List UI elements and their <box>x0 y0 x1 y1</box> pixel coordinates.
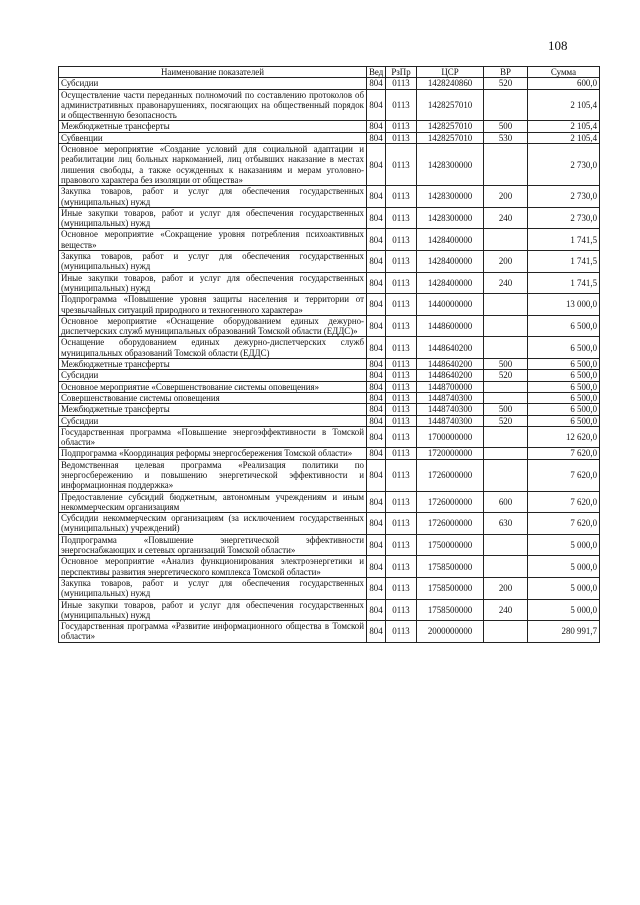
row-ved: 804 <box>367 381 386 392</box>
row-name: Закупка товаров, работ и услуг для обеспечения государственных (муниципальных) нужд <box>59 577 367 599</box>
row-rzpr: 0113 <box>386 426 417 448</box>
row-vr <box>484 144 528 186</box>
row-sum: 13 000,0 <box>528 294 600 316</box>
row-csr: 1726000000 <box>417 491 484 513</box>
row-ved: 804 <box>367 132 386 143</box>
row-sum: 1 741,5 <box>528 251 600 273</box>
row-rzpr: 0113 <box>386 534 417 556</box>
row-vr: 630 <box>484 513 528 535</box>
row-vr <box>484 392 528 403</box>
row-sum: 2 105,4 <box>528 89 600 121</box>
row-vr <box>484 448 528 459</box>
row-vr: 520 <box>484 415 528 426</box>
row-csr: 1448640200 <box>417 337 484 359</box>
row-ved: 804 <box>367 121 386 132</box>
table-row <box>59 426 600 448</box>
row-rzpr: 0113 <box>386 459 417 491</box>
row-vr: 500 <box>484 404 528 415</box>
row-csr: 1448640200 <box>417 370 484 381</box>
row-sum: 5 000,0 <box>528 556 600 578</box>
row-vr <box>484 294 528 316</box>
row-rzpr: 0113 <box>386 556 417 578</box>
table-row <box>59 513 600 535</box>
row-sum: 2 730,0 <box>528 144 600 186</box>
row-name: Основное мероприятие «Анализ функционирования электроэнергетики и перспективы развития энергетического комплекса Томской области» <box>59 556 367 578</box>
row-rzpr: 0113 <box>386 78 417 89</box>
row-csr: 1700000000 <box>417 426 484 448</box>
page-number: 108 <box>548 38 568 53</box>
row-csr: 1428257010 <box>417 121 484 132</box>
row-vr: 200 <box>484 577 528 599</box>
row-name: Основное мероприятие «Оснащение оборудованием единых дежурно-диспетчерских служб муниципальных образований Томской области (ЕДДС)» <box>59 315 367 337</box>
table-row <box>59 370 600 381</box>
row-sum: 6 500,0 <box>528 370 600 381</box>
table-row <box>59 359 600 370</box>
row-csr: 1758500000 <box>417 577 484 599</box>
row-vr <box>484 534 528 556</box>
row-ved: 804 <box>367 89 386 121</box>
row-csr: 1440000000 <box>417 294 484 316</box>
row-name: Совершенствование системы оповещения <box>59 392 367 403</box>
header-sum: Сумма <box>528 67 600 78</box>
row-name: Государственная программа «Развитие информационного общества в Томской области» <box>59 621 367 643</box>
row-vr <box>484 459 528 491</box>
row-name: Предоставление субсидий бюджетным, автономным учреждениям и иным некоммерческим организациям <box>59 491 367 513</box>
row-ved: 804 <box>367 337 386 359</box>
row-name: Субсидии <box>59 415 367 426</box>
table-row <box>59 315 600 337</box>
row-ved: 804 <box>367 577 386 599</box>
row-csr: 1428300000 <box>417 144 484 186</box>
row-name: Закупка товаров, работ и услуг для обеспечения государственных (муниципальных) нужд <box>59 251 367 273</box>
row-csr: 1758500000 <box>417 556 484 578</box>
table-row <box>59 186 600 208</box>
row-ved: 804 <box>367 251 386 273</box>
row-rzpr: 0113 <box>386 144 417 186</box>
row-name: Субвенции <box>59 132 367 143</box>
row-sum: 2 105,4 <box>528 121 600 132</box>
row-ved: 804 <box>367 534 386 556</box>
row-sum: 12 620,0 <box>528 426 600 448</box>
row-name: Субсидии <box>59 78 367 89</box>
table-row <box>59 229 600 251</box>
table-header-row <box>59 67 600 78</box>
row-sum: 2 105,4 <box>528 132 600 143</box>
row-sum: 5 000,0 <box>528 577 600 599</box>
row-vr <box>484 337 528 359</box>
table-row <box>59 121 600 132</box>
row-name: Закупка товаров, работ и услуг для обеспечения государственных (муниципальных) нужд <box>59 186 367 208</box>
row-vr <box>484 229 528 251</box>
table-row <box>59 534 600 556</box>
row-name: Иные закупки товаров, работ и услуг для обеспечения государственных (муниципальных) нужд <box>59 599 367 621</box>
row-csr: 1428400000 <box>417 272 484 294</box>
row-sum: 1 741,5 <box>528 272 600 294</box>
row-vr <box>484 556 528 578</box>
row-name: Межбюджетные трансферты <box>59 359 367 370</box>
row-ved: 804 <box>367 448 386 459</box>
table-row <box>59 207 600 229</box>
row-sum: 6 500,0 <box>528 315 600 337</box>
table-row <box>59 577 600 599</box>
row-name: Оснащение оборудованием единых дежурно-диспетчерских служб муниципальных образований Томской области (ЕДДС) <box>59 337 367 359</box>
row-ved: 804 <box>367 359 386 370</box>
row-rzpr: 0113 <box>386 337 417 359</box>
row-sum: 6 500,0 <box>528 359 600 370</box>
row-name: Подпрограмма «Координация реформы энергосбережения Томской области» <box>59 448 367 459</box>
row-sum: 280 991,7 <box>528 621 600 643</box>
row-vr: 500 <box>484 121 528 132</box>
row-sum: 7 620,0 <box>528 448 600 459</box>
table-row <box>59 459 600 491</box>
row-rzpr: 0113 <box>386 599 417 621</box>
row-rzpr: 0113 <box>386 359 417 370</box>
row-csr: 1448740300 <box>417 392 484 403</box>
row-rzpr: 0113 <box>386 89 417 121</box>
row-rzpr: 0113 <box>386 229 417 251</box>
row-ved: 804 <box>367 186 386 208</box>
row-vr: 600 <box>484 491 528 513</box>
row-csr: 1428400000 <box>417 251 484 273</box>
row-rzpr: 0113 <box>386 392 417 403</box>
row-sum: 7 620,0 <box>528 491 600 513</box>
row-ved: 804 <box>367 491 386 513</box>
row-sum: 6 500,0 <box>528 415 600 426</box>
row-vr: 240 <box>484 272 528 294</box>
table-row <box>59 78 600 89</box>
table-row <box>59 381 600 392</box>
table-row <box>59 599 600 621</box>
row-rzpr: 0113 <box>386 207 417 229</box>
row-name: Ведомственная целевая программа «Реализация политики по энергосбережению и повышению энергетической эффективности и информационная поддержка» <box>59 459 367 491</box>
row-vr <box>484 426 528 448</box>
table-row <box>59 144 600 186</box>
table-row <box>59 337 600 359</box>
row-name: Подпрограмма «Повышение энергетической эффективности энергоснабжающих и сетевых организаций Томской области» <box>59 534 367 556</box>
row-name: Иные закупки товаров, работ и услуг для обеспечения государственных (муниципальных) нужд <box>59 272 367 294</box>
row-rzpr: 0113 <box>386 370 417 381</box>
header-name: Наименование показателей <box>59 67 367 78</box>
row-ved: 804 <box>367 556 386 578</box>
table-row <box>59 294 600 316</box>
row-ved: 804 <box>367 513 386 535</box>
row-rzpr: 0113 <box>386 294 417 316</box>
row-sum: 1 741,5 <box>528 229 600 251</box>
row-ved: 804 <box>367 370 386 381</box>
row-rzpr: 0113 <box>386 404 417 415</box>
row-ved: 804 <box>367 392 386 403</box>
table-row <box>59 415 600 426</box>
row-csr: 1428257010 <box>417 132 484 143</box>
row-csr: 1726000000 <box>417 459 484 491</box>
table-row <box>59 251 600 273</box>
row-ved: 804 <box>367 426 386 448</box>
row-ved: 804 <box>367 315 386 337</box>
header-ved: Вед <box>367 67 386 78</box>
row-ved: 804 <box>367 144 386 186</box>
row-rzpr: 0113 <box>386 132 417 143</box>
table-row <box>59 89 600 121</box>
row-sum: 6 500,0 <box>528 404 600 415</box>
row-ved: 804 <box>367 459 386 491</box>
row-rzpr: 0113 <box>386 315 417 337</box>
row-csr: 1428300000 <box>417 207 484 229</box>
table-row <box>59 621 600 643</box>
row-vr <box>484 315 528 337</box>
row-csr: 1448640200 <box>417 359 484 370</box>
row-ved: 804 <box>367 599 386 621</box>
row-name: Субсидии <box>59 370 367 381</box>
table-row <box>59 491 600 513</box>
row-ved: 804 <box>367 294 386 316</box>
row-rzpr: 0113 <box>386 577 417 599</box>
table-row <box>59 404 600 415</box>
row-sum: 7 620,0 <box>528 459 600 491</box>
row-name: Осуществление части переданных полномочий по составлению протоколов об административных правонарушениях, посягающих на общественный порядок и общественную безопасность <box>59 89 367 121</box>
header-vr: ВР <box>484 67 528 78</box>
row-vr: 200 <box>484 251 528 273</box>
row-vr: 240 <box>484 207 528 229</box>
table-row <box>59 132 600 143</box>
row-name: Государственная программа «Повышение энергоэффективности в Томской области» <box>59 426 367 448</box>
row-csr: 1726000000 <box>417 513 484 535</box>
row-sum: 7 620,0 <box>528 513 600 535</box>
row-name: Основное мероприятие «Совершенствование системы оповещения» <box>59 381 367 392</box>
row-sum: 2 730,0 <box>528 186 600 208</box>
header-rzpr: РзПр <box>386 67 417 78</box>
row-ved: 804 <box>367 404 386 415</box>
row-sum: 6 500,0 <box>528 392 600 403</box>
budget-table <box>58 66 600 643</box>
row-csr: 1428400000 <box>417 229 484 251</box>
header-csr: ЦСР <box>417 67 484 78</box>
row-sum: 6 500,0 <box>528 337 600 359</box>
row-rzpr: 0113 <box>386 621 417 643</box>
row-csr: 1448740300 <box>417 404 484 415</box>
table-row <box>59 272 600 294</box>
row-rzpr: 0113 <box>386 186 417 208</box>
row-name: Подпрограмма «Повышение уровня защиты населения и территории от чрезвычайных ситуаций природного и техногенного характера» <box>59 294 367 316</box>
row-ved: 804 <box>367 621 386 643</box>
row-csr: 1758500000 <box>417 599 484 621</box>
row-csr: 1720000000 <box>417 448 484 459</box>
row-rzpr: 0113 <box>386 513 417 535</box>
row-rzpr: 0113 <box>386 381 417 392</box>
row-name: Субсидии некоммерческим организациям (за исключением государственных (муниципальных) учреждений) <box>59 513 367 535</box>
row-vr: 200 <box>484 186 528 208</box>
row-rzpr: 0113 <box>386 272 417 294</box>
row-rzpr: 0113 <box>386 448 417 459</box>
row-vr: 530 <box>484 132 528 143</box>
row-ved: 804 <box>367 78 386 89</box>
table-row <box>59 448 600 459</box>
row-name: Иные закупки товаров, работ и услуг для обеспечения государственных (муниципальных) нужд <box>59 207 367 229</box>
row-sum: 6 500,0 <box>528 381 600 392</box>
table-row <box>59 392 600 403</box>
row-vr: 520 <box>484 78 528 89</box>
row-csr: 1750000000 <box>417 534 484 556</box>
row-name: Основное мероприятие «Создание условий для социальной адаптации и реабилитации лиц больных наркоманией, лиц отбывших наказание в местах лишения свободы, а также осужденных к наказаниям и мерам уголовно-правового характера без изоляции от общества» <box>59 144 367 186</box>
row-csr: 1428257010 <box>417 89 484 121</box>
row-csr: 2000000000 <box>417 621 484 643</box>
table-body <box>59 78 600 642</box>
row-ved: 804 <box>367 207 386 229</box>
row-vr: 240 <box>484 599 528 621</box>
row-name: Межбюджетные трансферты <box>59 404 367 415</box>
row-vr: 500 <box>484 359 528 370</box>
row-name: Межбюджетные трансферты <box>59 121 367 132</box>
row-csr: 1428300000 <box>417 186 484 208</box>
row-ved: 804 <box>367 415 386 426</box>
table-row <box>59 556 600 578</box>
row-vr: 520 <box>484 370 528 381</box>
row-vr <box>484 89 528 121</box>
row-csr: 1448700000 <box>417 381 484 392</box>
row-csr: 1428240860 <box>417 78 484 89</box>
row-rzpr: 0113 <box>386 121 417 132</box>
row-sum: 2 730,0 <box>528 207 600 229</box>
row-vr <box>484 381 528 392</box>
row-rzpr: 0113 <box>386 491 417 513</box>
row-name: Основное мероприятие «Сокращение уровня потребления психоактивных веществ» <box>59 229 367 251</box>
row-ved: 804 <box>367 272 386 294</box>
row-sum: 600,0 <box>528 78 600 89</box>
row-csr: 1448740300 <box>417 415 484 426</box>
row-ved: 804 <box>367 229 386 251</box>
row-sum: 5 000,0 <box>528 599 600 621</box>
row-rzpr: 0113 <box>386 251 417 273</box>
row-rzpr: 0113 <box>386 415 417 426</box>
row-vr <box>484 621 528 643</box>
row-csr: 1448600000 <box>417 315 484 337</box>
row-sum: 5 000,0 <box>528 534 600 556</box>
